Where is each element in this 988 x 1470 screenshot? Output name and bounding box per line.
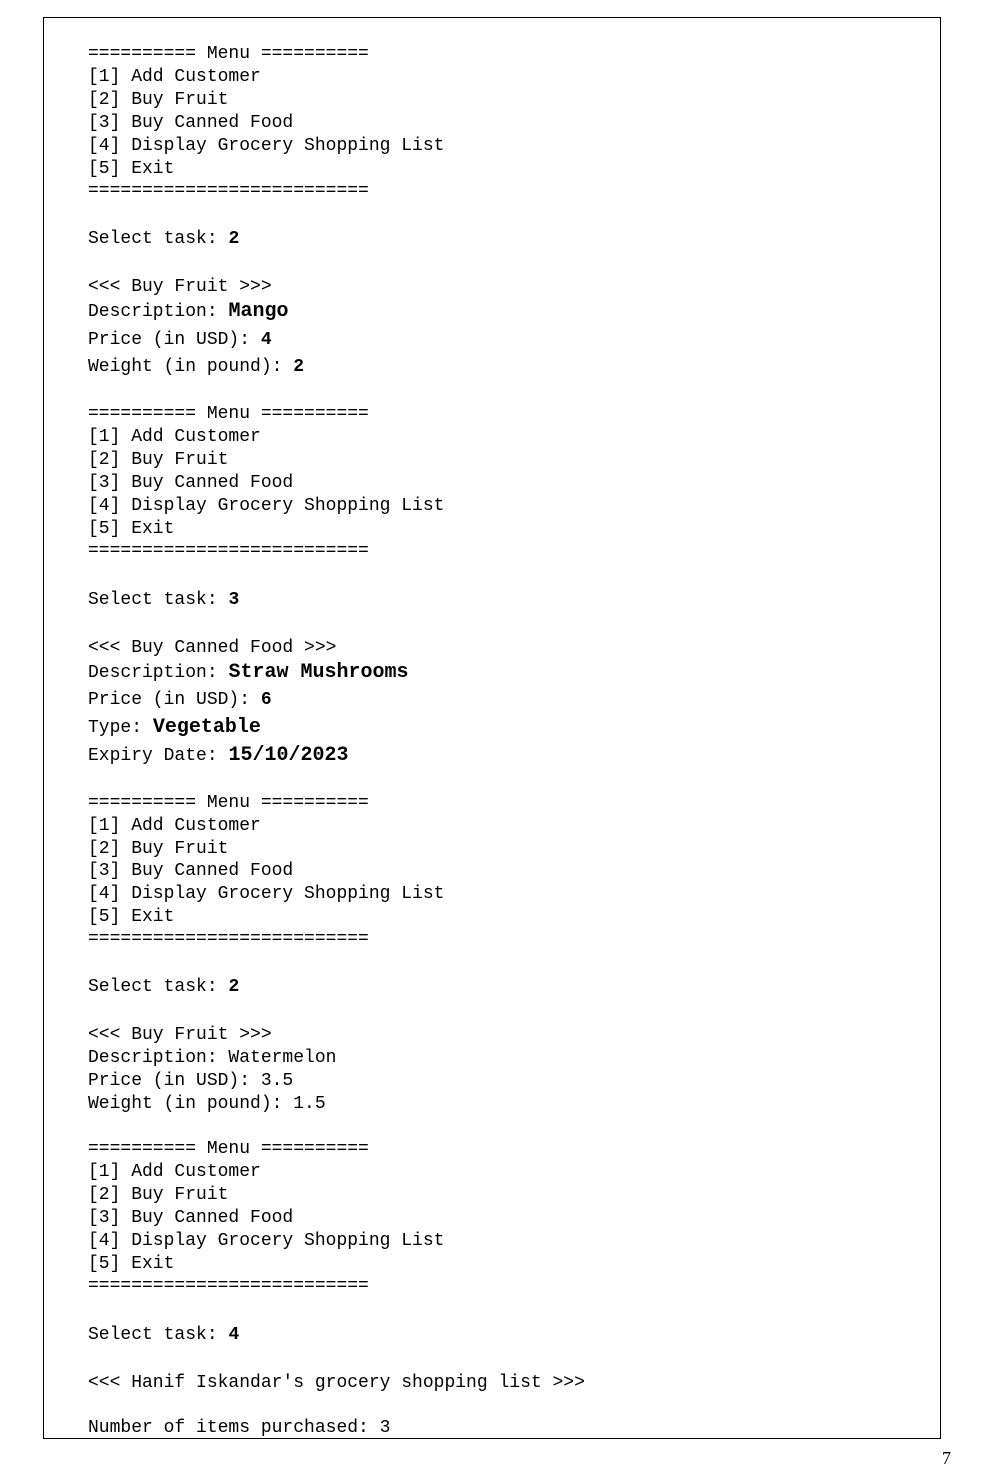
console-text: [1] Add Customer xyxy=(88,1162,261,1182)
console-text: [5] Exit xyxy=(88,1254,175,1274)
page-number: 7 xyxy=(942,1448,951,1468)
console-line xyxy=(88,1275,369,1297)
console-text: [4] Display Grocery Shopping List xyxy=(88,496,445,516)
console-line xyxy=(88,518,174,540)
console-text: [3] Buy Canned Food xyxy=(88,473,294,493)
console-line xyxy=(88,403,369,425)
console-line xyxy=(88,329,272,351)
user-input: Straw Mushrooms xyxy=(228,661,409,684)
console-line xyxy=(88,745,348,767)
console-text: Description: xyxy=(88,663,229,683)
console-text: Description: Watermelon xyxy=(88,1048,337,1068)
console-text: ========== Menu ========== xyxy=(88,1139,369,1159)
console-line xyxy=(88,883,444,905)
console-text: ========================== xyxy=(88,929,369,949)
console-text: [2] Buy Fruit xyxy=(88,450,229,470)
console-line xyxy=(88,838,228,860)
console-text: <<< Hanif Iskandar's grocery shopping list >>> xyxy=(88,1373,585,1393)
console-line xyxy=(88,1093,326,1115)
user-input: Vegetable xyxy=(152,716,261,739)
console-text: [4] Display Grocery Shopping List xyxy=(88,884,445,904)
console-text: Select task: xyxy=(88,977,229,997)
console-line xyxy=(88,792,369,814)
console-line xyxy=(88,1207,293,1229)
console-line xyxy=(88,589,239,611)
console-text: [2] Buy Fruit xyxy=(88,1185,229,1205)
console-text: ========================== xyxy=(88,1276,369,1296)
user-input: Mango xyxy=(228,300,289,323)
console-text: ========================== xyxy=(88,181,369,201)
console-text: ========== Menu ========== xyxy=(88,404,369,424)
console-line xyxy=(88,1024,272,1046)
user-input: 4 xyxy=(228,1325,240,1345)
console-line xyxy=(88,815,261,837)
console-line xyxy=(88,1184,228,1206)
console-line xyxy=(88,540,369,562)
console-line xyxy=(88,495,444,517)
console-text: Select task: xyxy=(88,229,229,249)
console-text: [3] Buy Canned Food xyxy=(88,113,294,133)
console-line xyxy=(88,158,174,180)
console-line xyxy=(88,1253,174,1275)
console-line xyxy=(88,112,293,134)
console-output-frame xyxy=(43,17,941,1439)
user-input: 2 xyxy=(293,357,305,377)
console-line xyxy=(88,928,369,950)
console-line xyxy=(88,860,293,882)
console-line xyxy=(88,1324,239,1346)
console-line xyxy=(88,1372,585,1394)
console-line xyxy=(88,906,174,928)
console-line xyxy=(88,1161,261,1183)
console-text: Price (in USD): 3.5 xyxy=(88,1071,294,1091)
console-line xyxy=(88,1047,336,1069)
console-line xyxy=(88,276,272,298)
console-text: Weight (in pound): xyxy=(88,357,294,377)
console-text: [2] Buy Fruit xyxy=(88,839,229,859)
console-line xyxy=(88,1230,444,1252)
console-text: [4] Display Grocery Shopping List xyxy=(88,1231,445,1251)
console-text: [1] Add Customer xyxy=(88,427,261,447)
user-input: 2 xyxy=(228,977,240,997)
console-line xyxy=(88,976,239,998)
console-text: Expiry Date: xyxy=(88,746,229,766)
console-line xyxy=(88,43,369,65)
console-text: Price (in USD): xyxy=(88,690,261,710)
console-text: [1] Add Customer xyxy=(88,67,261,87)
console-text: [1] Add Customer xyxy=(88,816,261,836)
console-line xyxy=(88,89,228,111)
console-line xyxy=(88,662,408,684)
console-text: [5] Exit xyxy=(88,519,175,539)
console-line xyxy=(88,689,272,711)
console-line xyxy=(88,301,288,323)
console-text: Select task: xyxy=(88,590,229,610)
console-text: [4] Display Grocery Shopping List xyxy=(88,136,445,156)
console-text: Select task: xyxy=(88,1325,229,1345)
console-text: Number of items purchased: 3 xyxy=(88,1418,391,1438)
user-input: 2 xyxy=(228,229,240,249)
console-line xyxy=(88,426,261,448)
user-input: 4 xyxy=(260,330,272,350)
console-line xyxy=(88,1138,369,1160)
console-text: Weight (in pound): 1.5 xyxy=(88,1094,326,1114)
console-text: Type: xyxy=(88,718,153,738)
console-text: <<< Buy Fruit >>> xyxy=(88,1025,272,1045)
console-text: Price (in USD): xyxy=(88,330,261,350)
console-text: [5] Exit xyxy=(88,159,175,179)
console-line xyxy=(88,472,293,494)
console-text: ========== Menu ========== xyxy=(88,44,369,64)
console-line xyxy=(88,228,239,250)
console-line xyxy=(88,66,261,88)
console-text: <<< Buy Fruit >>> xyxy=(88,277,272,297)
console-text: [3] Buy Canned Food xyxy=(88,861,294,881)
console-line xyxy=(88,356,304,378)
console-text: Description: xyxy=(88,302,229,322)
user-input: 15/10/2023 xyxy=(228,744,349,767)
console-line xyxy=(88,717,261,739)
console-text: [5] Exit xyxy=(88,907,175,927)
console-line xyxy=(88,637,336,659)
console-line xyxy=(88,1070,293,1092)
user-input: 6 xyxy=(260,690,272,710)
console-text: <<< Buy Canned Food >>> xyxy=(88,638,337,658)
console-line xyxy=(88,449,228,471)
console-line xyxy=(88,180,369,202)
console-text: ========================== xyxy=(88,541,369,561)
console-line xyxy=(88,1417,390,1439)
console-text: [2] Buy Fruit xyxy=(88,90,229,110)
console-text: [3] Buy Canned Food xyxy=(88,1208,294,1228)
console-line xyxy=(88,135,444,157)
console-text: ========== Menu ========== xyxy=(88,793,369,813)
user-input: 3 xyxy=(228,590,240,610)
